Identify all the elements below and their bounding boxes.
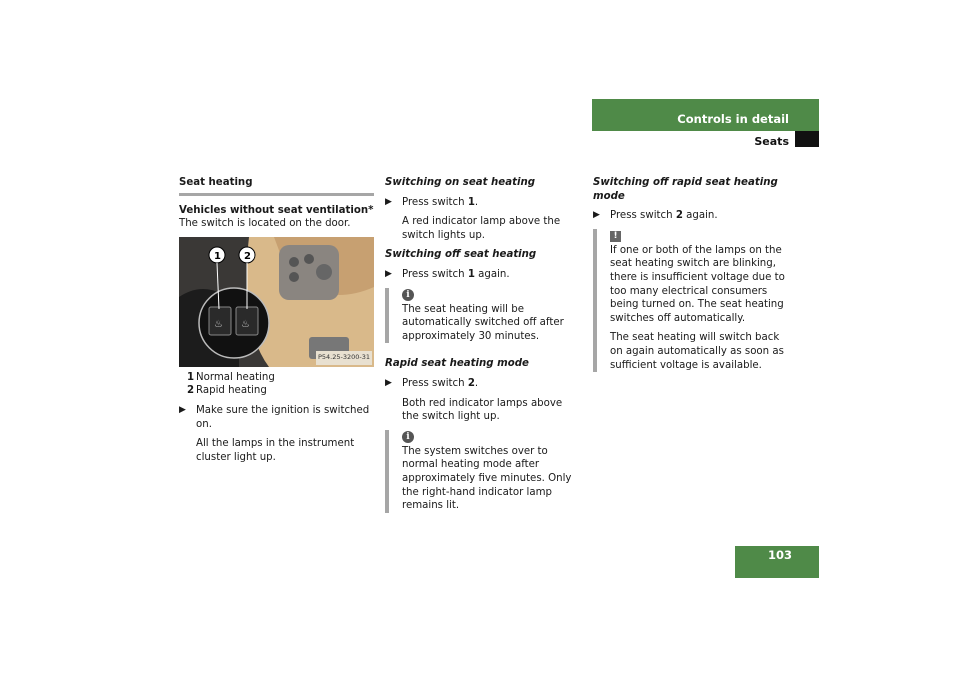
section-marker bbox=[795, 131, 819, 147]
step-result: Both red indicator lamps above the switch light up. bbox=[402, 397, 563, 423]
step-result: A red indicator lamp above the switch lights up. bbox=[402, 216, 561, 241]
column-3 bbox=[593, 176, 788, 386]
step: ▶ Press switch 2 again. bbox=[593, 210, 718, 222]
svg-text:2: 2 bbox=[244, 250, 251, 262]
door-switch-figure bbox=[179, 237, 374, 367]
info-note: i The system switches over to normal heating mode after approximately five minutes. Only the right-hand indicator lamp remains lit. bbox=[385, 430, 580, 513]
exclamation-icon: ! bbox=[610, 231, 621, 242]
figure-code: P54.25-3200-31 bbox=[316, 351, 372, 365]
triangle-right-icon: ▶ bbox=[385, 268, 392, 279]
svg-text:♨: ♨ bbox=[241, 318, 250, 330]
switch-off-heading: Switching off seat heating bbox=[385, 249, 537, 261]
svg-text:♨: ♨ bbox=[214, 318, 223, 330]
subheading: Vehicles without seat ventilation* bbox=[179, 204, 374, 216]
step: ▶ Press switch 1 again. bbox=[385, 268, 510, 280]
section-title: Seats bbox=[754, 135, 789, 148]
triangle-right-icon: ▶ bbox=[179, 404, 186, 415]
chapter-title: Controls in detail bbox=[677, 112, 789, 126]
column-2 bbox=[385, 176, 580, 527]
triangle-right-icon: ▶ bbox=[385, 377, 392, 388]
info-icon: i bbox=[402, 289, 414, 301]
warning-note: ! If one or both of the lamps on the seat heating switch are blinking, there is insufficient voltage due to too many electrical consumers being turned on. The seat heating switches off automatically. The seat heating will switch back on again automatically as soon as sufficient voltage is available. bbox=[593, 229, 788, 372]
door-switch-illustration bbox=[179, 237, 374, 367]
page-number: 103 bbox=[767, 548, 792, 562]
intro-text: The switch is located on the door. bbox=[179, 218, 351, 230]
step-result: All the lamps in the instrument cluster light up. bbox=[196, 438, 355, 463]
rapid-off-heading: Switching off rapid seat heating mode bbox=[593, 177, 778, 202]
info-note: i The seat heating will be automatically switched off after approximately 30 minutes. bbox=[385, 288, 580, 344]
step: ▶ Press switch 1. bbox=[385, 196, 479, 208]
step: ▶ Press switch 2. bbox=[385, 377, 479, 389]
info-icon: i bbox=[402, 431, 414, 443]
rapid-mode-heading: Rapid seat heating mode bbox=[385, 358, 529, 370]
column-1 bbox=[179, 176, 374, 470]
step: ▶ Make sure the ignition is switched on. bbox=[179, 404, 370, 430]
switch-on-heading: Switching on seat heating bbox=[385, 177, 535, 188]
triangle-right-icon: ▶ bbox=[385, 196, 392, 207]
svg-text:1: 1 bbox=[214, 250, 221, 262]
legend-item: 2 Rapid heating bbox=[187, 385, 267, 397]
seat-heating-heading: Seat heating bbox=[179, 176, 374, 196]
triangle-right-icon: ▶ bbox=[593, 210, 600, 221]
legend-item: 1 Normal heating bbox=[187, 371, 275, 383]
